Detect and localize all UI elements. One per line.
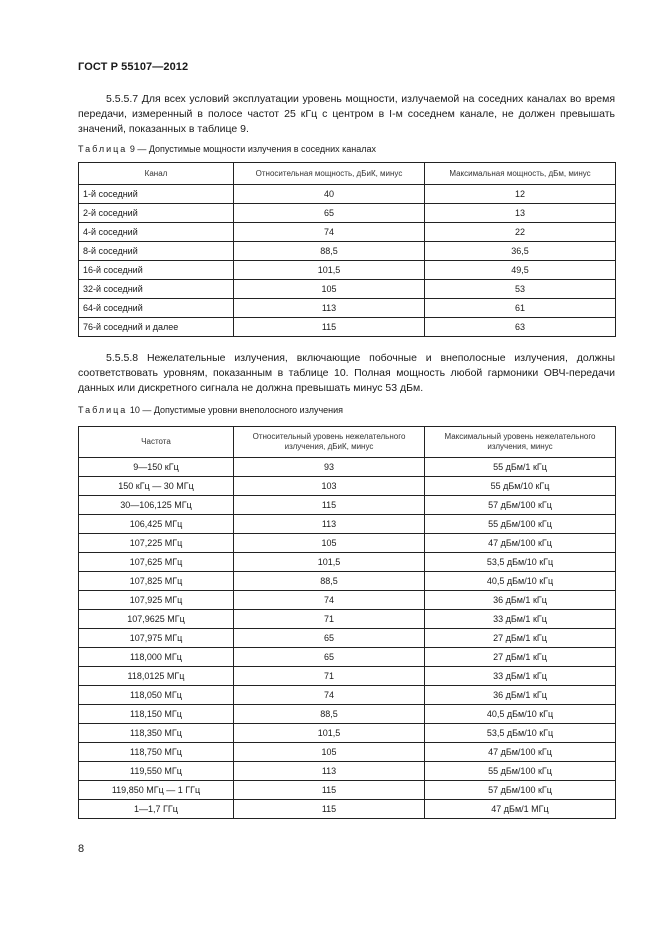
table-row	[79, 477, 616, 496]
paragraph-5-5-5-8	[78, 351, 615, 396]
table-cell: 118,350 МГц	[79, 724, 234, 743]
table-cell: 107,9625 МГц	[79, 610, 234, 629]
table-9	[78, 162, 616, 337]
table-row	[79, 223, 616, 242]
table-cell: 16-й соседний	[79, 261, 234, 280]
table-row	[79, 781, 616, 800]
table-cell: 40	[234, 185, 425, 204]
caption-text: 9 — Допустимые мощности излучения в соседних каналах	[129, 144, 377, 154]
table-row	[79, 800, 616, 819]
table-cell: 101,5	[234, 261, 425, 280]
table-cell: 93	[234, 458, 425, 477]
table-cell: 61	[425, 299, 616, 318]
table-cell: 32-й соседний	[79, 280, 234, 299]
table-cell: 55 дБм/10 кГц	[425, 477, 616, 496]
table-cell: 107,925 МГц	[79, 591, 234, 610]
table-cell: 71	[234, 667, 425, 686]
table-header-row	[79, 427, 616, 458]
table-cell: 55 дБм/100 кГц	[425, 762, 616, 781]
table-cell: 49,5	[425, 261, 616, 280]
column-header: Частота	[79, 427, 234, 458]
caption-label: Таблица	[78, 405, 128, 415]
table-cell: 27 дБм/1 кГц	[425, 648, 616, 667]
table-cell: 71	[234, 610, 425, 629]
table-cell: 106,425 МГц	[79, 515, 234, 534]
table-row	[79, 686, 616, 705]
table-row	[79, 496, 616, 515]
table-cell: 88,5	[234, 242, 425, 261]
column-header: Максимальная мощность, дБм, минус	[425, 163, 616, 185]
table-cell: 115	[234, 800, 425, 819]
table-cell: 107,625 МГц	[79, 553, 234, 572]
table-cell: 118,050 МГц	[79, 686, 234, 705]
paragraph-5-5-5-7	[78, 92, 615, 137]
table-cell: 113	[234, 515, 425, 534]
document-header: ГОСТ Р 55107—2012	[78, 61, 189, 73]
table-cell: 12	[425, 185, 616, 204]
column-header: Относительная мощность, дБиК, минус	[234, 163, 425, 185]
table-10	[78, 426, 616, 819]
table-cell: 107,825 МГц	[79, 572, 234, 591]
table-cell: 119,550 МГц	[79, 762, 234, 781]
table-cell: 74	[234, 223, 425, 242]
table-cell: 105	[234, 534, 425, 553]
table-cell: 107,225 МГц	[79, 534, 234, 553]
table-cell: 36,5	[425, 242, 616, 261]
column-header: Канал	[79, 163, 234, 185]
table-10-caption	[78, 405, 343, 415]
table-row	[79, 610, 616, 629]
table-cell: 55 дБм/100 кГц	[425, 515, 616, 534]
table-header-row	[79, 163, 616, 185]
table-row	[79, 591, 616, 610]
table-row	[79, 648, 616, 667]
table-cell: 36 дБм/1 кГц	[425, 591, 616, 610]
table-row	[79, 743, 616, 762]
table-cell: 40,5 дБм/10 кГц	[425, 705, 616, 724]
table-row	[79, 629, 616, 648]
table-cell: 4-й соседний	[79, 223, 234, 242]
table-cell: 13	[425, 204, 616, 223]
table-cell: 2-й соседний	[79, 204, 234, 223]
table-row	[79, 318, 616, 337]
table-cell: 115	[234, 496, 425, 515]
table-row	[79, 572, 616, 591]
table-cell: 65	[234, 648, 425, 667]
table-cell: 118,750 МГц	[79, 743, 234, 762]
table-cell: 9—150 кГц	[79, 458, 234, 477]
table-cell: 1—1,7 ГГц	[79, 800, 234, 819]
table-cell: 113	[234, 762, 425, 781]
table-cell: 57 дБм/100 кГц	[425, 781, 616, 800]
table-row	[79, 280, 616, 299]
table-cell: 1-й соседний	[79, 185, 234, 204]
table-cell: 33 дБм/1 кГц	[425, 610, 616, 629]
table-row	[79, 185, 616, 204]
table-cell: 74	[234, 591, 425, 610]
table-cell: 74	[234, 686, 425, 705]
table-cell: 40,5 дБм/10 кГц	[425, 572, 616, 591]
table-row	[79, 724, 616, 743]
table-cell: 119,850 МГц — 1 ГГц	[79, 781, 234, 800]
table-cell: 47 дБм/100 кГц	[425, 743, 616, 762]
table-cell: 113	[234, 299, 425, 318]
table-cell: 76-й соседний и далее	[79, 318, 234, 337]
table-cell: 115	[234, 781, 425, 800]
table-cell: 55 дБм/1 кГц	[425, 458, 616, 477]
table-row	[79, 299, 616, 318]
table-cell: 107,975 МГц	[79, 629, 234, 648]
table-cell: 57 дБм/100 кГц	[425, 496, 616, 515]
table-row	[79, 204, 616, 223]
table-row	[79, 242, 616, 261]
table-10-body	[79, 458, 616, 819]
paragraph-text: 5.5.5.8 Нежелательные излучения, включающие побочные и внеполосные излучения, должны соответствовать уровням, показанным в таблице 10. Полная мощность любой гармоники ОВЧ-передачи данных или дискретного сигнала не должна превышать минус 53 дБм.	[78, 352, 615, 394]
table-cell: 103	[234, 477, 425, 496]
table-cell: 65	[234, 204, 425, 223]
table-cell: 8-й соседний	[79, 242, 234, 261]
caption-label: Таблица	[78, 144, 128, 154]
table-row	[79, 261, 616, 280]
table-cell: 47 дБм/100 кГц	[425, 534, 616, 553]
table-cell: 115	[234, 318, 425, 337]
column-header: Относительный уровень нежелательного излучения, дБиК, минус	[234, 427, 425, 458]
caption-text: 10 — Допустимые уровни внеполосного излучения	[129, 405, 344, 415]
table-cell: 63	[425, 318, 616, 337]
table-cell: 118,0125 МГц	[79, 667, 234, 686]
table-cell: 105	[234, 280, 425, 299]
column-header: Максимальный уровень нежелательного излучения, минус	[425, 427, 616, 458]
table-cell: 22	[425, 223, 616, 242]
table-cell: 33 дБм/1 кГц	[425, 667, 616, 686]
table-cell: 118,000 МГц	[79, 648, 234, 667]
table-row	[79, 705, 616, 724]
table-cell: 30—106,125 МГц	[79, 496, 234, 515]
table-9-caption	[78, 144, 376, 154]
table-row	[79, 762, 616, 781]
table-cell: 47 дБм/1 МГц	[425, 800, 616, 819]
table-cell: 105	[234, 743, 425, 762]
table-cell: 64-й соседний	[79, 299, 234, 318]
table-cell: 53,5 дБм/10 кГц	[425, 724, 616, 743]
table-cell: 88,5	[234, 705, 425, 724]
table-row	[79, 515, 616, 534]
table-cell: 36 дБм/1 кГц	[425, 686, 616, 705]
table-9-body	[79, 185, 616, 337]
table-row	[79, 534, 616, 553]
table-cell: 27 дБм/1 кГц	[425, 629, 616, 648]
paragraph-text: 5.5.5.7 Для всех условий эксплуатации уровень мощности, излучаемой на соседних каналах во время передачи, измеренный в полосе частот 25 кГц с центром в I-м соседнем канале, не должен превышать значений, показанных в таблице 9.	[78, 93, 615, 135]
table-cell: 101,5	[234, 724, 425, 743]
table-cell: 65	[234, 629, 425, 648]
table-row	[79, 667, 616, 686]
page-number: 8	[78, 843, 85, 855]
table-cell: 88,5	[234, 572, 425, 591]
table-cell: 53	[425, 280, 616, 299]
table-row	[79, 553, 616, 572]
table-cell: 101,5	[234, 553, 425, 572]
table-cell: 150 кГц — 30 МГц	[79, 477, 234, 496]
table-cell: 118,150 МГц	[79, 705, 234, 724]
table-row	[79, 458, 616, 477]
table-cell: 53,5 дБм/10 кГц	[425, 553, 616, 572]
